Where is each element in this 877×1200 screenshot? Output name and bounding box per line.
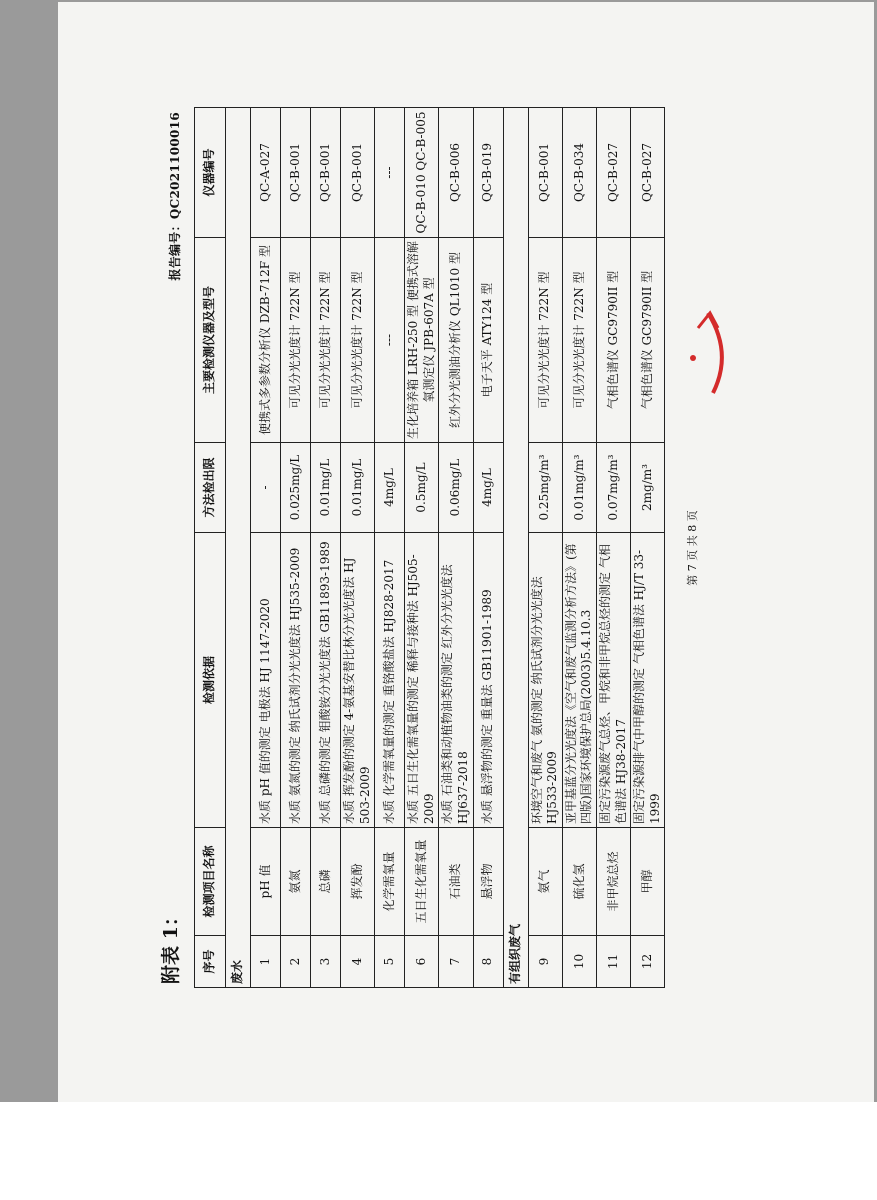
- cell-instrument-no: QC-B-001: [341, 108, 375, 238]
- cell-instrument: 电子天平 ATY124 型: [473, 238, 503, 443]
- cell-serial: 5: [375, 936, 405, 988]
- cell-detection-limit: 0.025mg/L: [281, 443, 311, 533]
- page-number: 第 7 页 共 8 页: [686, 510, 699, 586]
- cell-serial: 11: [596, 936, 630, 988]
- cell-detection-limit: 0.01mg/L: [341, 443, 375, 533]
- cell-instrument-no: ---: [375, 108, 405, 238]
- cell-basis: 亚甲基蓝分光光度法《空气和废气监测分析方法》(第四版)国家环境保护总局(2003)5.4.10.3: [562, 533, 596, 828]
- cell-detection-limit: 4mg/L: [473, 443, 503, 533]
- cell-instrument: 生化培养箱 LRH-250 型 便携式溶解氧测定仪 JPB-607A 型: [405, 238, 439, 443]
- cell-item: 五日生化需氧量: [405, 828, 439, 936]
- cell-serial: 4: [341, 936, 375, 988]
- cell-serial: 6: [405, 936, 439, 988]
- cell-item: 悬浮物: [473, 828, 503, 936]
- section-row: [226, 108, 251, 988]
- table-row: [311, 108, 341, 988]
- table-row: [562, 108, 596, 988]
- annex-title: 附表 1：: [160, 907, 182, 984]
- section-title: 有组织废气: [503, 108, 528, 988]
- cell-instrument-no: QC-B-027: [631, 108, 665, 238]
- cell-instrument-no: QC-B-034: [562, 108, 596, 238]
- cell-instrument-no: QC-B-006: [439, 108, 473, 238]
- cell-instrument-no: QC-B-001: [311, 108, 341, 238]
- cell-item: 硫化氢: [562, 828, 596, 936]
- cell-item: 甲醇: [631, 828, 665, 936]
- cell-serial: 2: [281, 936, 311, 988]
- cell-serial: 8: [473, 936, 503, 988]
- cell-item: 挥发酚: [341, 828, 375, 936]
- cell-item: 氨氮: [281, 828, 311, 936]
- table-row: [251, 108, 281, 988]
- table-row: [281, 108, 311, 988]
- cell-basis: 水质 氨氮的测定 纳氏试剂分光光度法 HJ535-2009: [281, 533, 311, 828]
- cell-detection-limit: 0.07mg/m³: [596, 443, 630, 533]
- cell-serial: 7: [439, 936, 473, 988]
- cell-detection-limit: 4mg/L: [375, 443, 405, 533]
- cell-instrument: ---: [375, 238, 405, 443]
- cell-detection-limit: -: [251, 443, 281, 533]
- cell-instrument: 可见分光光度计 722N 型: [562, 238, 596, 443]
- cell-basis: 水质 pH 值的测定 电极法 HJ 1147-2020: [251, 533, 281, 828]
- cell-instrument-no: QC-B-019: [473, 108, 503, 238]
- section-title: 废水: [226, 108, 251, 988]
- cell-instrument-no: QC-B-001: [528, 108, 562, 238]
- cell-detection-limit: 0.01mg/m³: [562, 443, 596, 533]
- table-row: [375, 108, 405, 988]
- table-row: [596, 108, 630, 988]
- cell-instrument-no: QC-B-001: [281, 108, 311, 238]
- scan-margin: [0, 1102, 877, 1200]
- cell-basis: 环境空气和废气 氨的测定 纳氏试剂分光光度法 HJ533-2009: [528, 533, 562, 828]
- cell-detection-limit: 0.06mg/L: [439, 443, 473, 533]
- cell-basis: 水质 悬浮物的测定 重量法 GB11901-1989: [473, 533, 503, 828]
- cell-detection-limit: 0.25mg/m³: [528, 443, 562, 533]
- col-header-detection-limit: 方法检出限: [195, 443, 226, 533]
- cell-instrument-no: QC-B-027: [596, 108, 630, 238]
- cell-instrument: 便携式多参数分析仪 DZB-712F 型: [251, 238, 281, 443]
- rotated-page-content: [158, 108, 718, 988]
- cell-basis: 水质 石油类和动植物油类的测定 红外分光光度法 HJ637-2018: [439, 533, 473, 828]
- table-row: [631, 108, 665, 988]
- cell-instrument: 气相色谱仪 GC9790II 型: [631, 238, 665, 443]
- table-header-row: [195, 108, 226, 988]
- cell-instrument: 气相色谱仪 GC9790II 型: [596, 238, 630, 443]
- section-row: [503, 108, 528, 988]
- cell-basis: 水质 总磷的测定 钼酸铵分光光度法 GB11893-1989: [311, 533, 341, 828]
- cell-basis: 水质 五日生化需氧量的测定 稀释与接种法 HJ505-2009: [405, 533, 439, 828]
- cell-instrument: 可见分光光度计 722N 型: [528, 238, 562, 443]
- cell-serial: 1: [251, 936, 281, 988]
- cell-instrument-no: QC-B-010 QC-B-005: [405, 108, 439, 238]
- table-row: [341, 108, 375, 988]
- cell-detection-limit: 2mg/m³: [631, 443, 665, 533]
- cell-detection-limit: 0.5mg/L: [405, 443, 439, 533]
- cell-detection-limit: 0.01mg/L: [311, 443, 341, 533]
- cell-item: 非甲烷总烃: [596, 828, 630, 936]
- cell-instrument: 可见分光光度计 722N 型: [341, 238, 375, 443]
- cell-basis: 固定污染源废气总烃、甲烷和非甲烷总烃的测定 气相色谱法 HJ38-2017: [596, 533, 630, 828]
- cell-serial: 12: [631, 936, 665, 988]
- col-header-instrument-no: 仪器编号: [195, 108, 226, 238]
- cell-item: pH 值: [251, 828, 281, 936]
- cell-serial: 9: [528, 936, 562, 988]
- report-number: 报告编号：QC2021100016: [168, 112, 182, 281]
- cell-item: 石油类: [439, 828, 473, 936]
- table-row: [473, 108, 503, 988]
- cell-instrument-no: QC-A-027: [251, 108, 281, 238]
- table-row: [528, 108, 562, 988]
- cell-serial: 3: [311, 936, 341, 988]
- inspection-methods-table: [194, 107, 665, 988]
- cell-item: 总磷: [311, 828, 341, 936]
- col-header-instrument: 主要检测仪器及型号: [195, 238, 226, 443]
- col-header-basis: 检测依据: [195, 533, 226, 828]
- cell-item: 氨气: [528, 828, 562, 936]
- table-row: [439, 108, 473, 988]
- cell-serial: 10: [562, 936, 596, 988]
- col-header-serial: 序号: [195, 936, 226, 988]
- cell-basis: 水质 化学需氧量的测定 重铬酸盐法 HJ828-2017: [375, 533, 405, 828]
- cell-instrument: 可见分光光度计 722N 型: [281, 238, 311, 443]
- cell-basis: 固定污染源排气中甲醇的测定 气相色谱法 HJ/T 33-1999: [631, 533, 665, 828]
- table-row: [405, 108, 439, 988]
- cell-instrument: 红外分光测油分析仪 QL1010 型: [439, 238, 473, 443]
- cell-basis: 水质 挥发酚的测定 4-氨基安替比林分光光度法 HJ 503-2009: [341, 533, 375, 828]
- col-header-item: 检测项目名称: [195, 828, 226, 936]
- cell-item: 化学需氧量: [375, 828, 405, 936]
- cell-instrument: 可见分光光度计 722N 型: [311, 238, 341, 443]
